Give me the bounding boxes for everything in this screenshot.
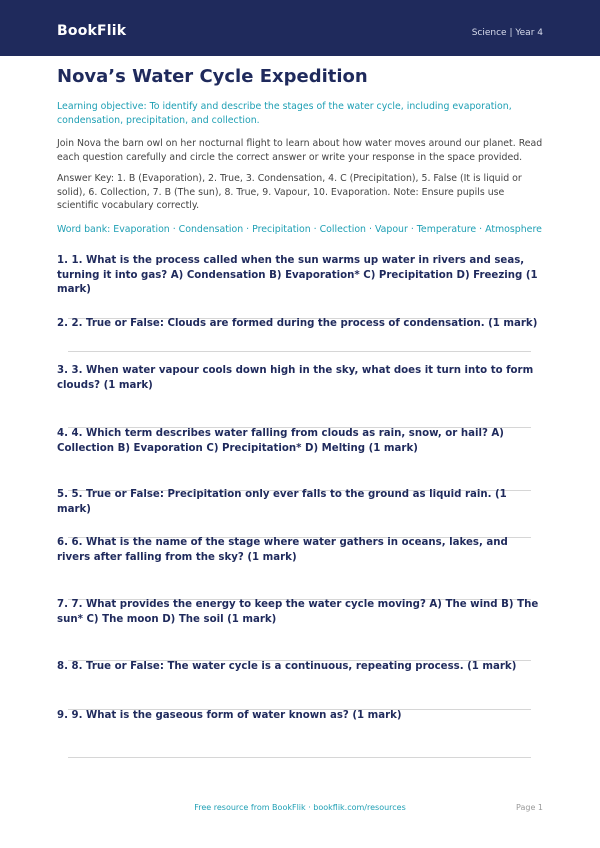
word-bank: Word bank: Evaporation · Condensation · Precipitation · Collection · Vapour · Temperature · Atmosphere [57,224,542,235]
question-5: 5. 5. True or False: Precipitation only ever falls to the ground as liquid rain. (1 mark) [57,489,507,515]
question-7: 7. 7. What provides the energy to keep the water cycle moving? A) The wind B) The sun* C) The moon D) The soil (1 mark) [57,599,539,625]
question-3: 3. 3. When water vapour cools down high in the sky, what does it turn into to form clouds? (1 mark) [57,365,534,391]
answer-line-9[interactable] [68,757,531,758]
page-number: Page 1 [516,803,543,812]
footer-credit[interactable]: Free resource from BookFlik · bookflik.com/resources [194,803,406,812]
header-bar [0,0,600,56]
subject-year-label: Science | Year 4 [471,28,543,38]
answer-line-2[interactable] [68,351,531,352]
question-6: 6. 6. What is the name of the stage where water gathers in oceans, lakes, and rivers after falling from the sky? (1 mark) [57,537,508,563]
learning-objective: Learning objective: To identify and describe the stages of the water cycle, including evaporation, condensation, precipitation, and collection. [57,101,512,126]
question-4: 4. 4. Which term describes water falling from clouds as rain, snow, or hail? A) Collection B) Evaporation C) Precipitation* D) Melting (1 mark) [57,428,504,454]
question-9: 9. 9. What is the gaseous form of water known as? (1 mark) [57,710,402,721]
page-title: Nova’s Water Cycle Expedition [57,66,368,87]
question-1: 1. 1. What is the process called when the sun warms up water in rivers and seas, turning it into gas? A) Condensation B) Evaporation* C) Precipitation D) Freezing (1 mark) [57,255,538,295]
answer-key: Answer Key: 1. B (Evaporation), 2. True, 3. Condensation, 4. C (Precipitation), 5. False (It is liquid or solid), 6. Collection, 7. B (The sun), 8. True, 9. Vapour, 10. Evaporation. Note: Ensure pupils use scientific vocabulary correctly. [57,173,522,211]
question-8: 8. 8. True or False: The water cycle is a continuous, repeating process. (1 mark) [57,661,517,672]
question-2: 2. 2. True or False: Clouds are formed during the process of condensation. (1 mark) [57,318,538,329]
intro-text: Join Nova the barn owl on her nocturnal flight to learn about how water moves around our planet. Read each question carefully and circle the correct answer or write your response in the space provided. [57,138,543,163]
brand-logo-text[interactable]: BookFlik [57,23,127,39]
